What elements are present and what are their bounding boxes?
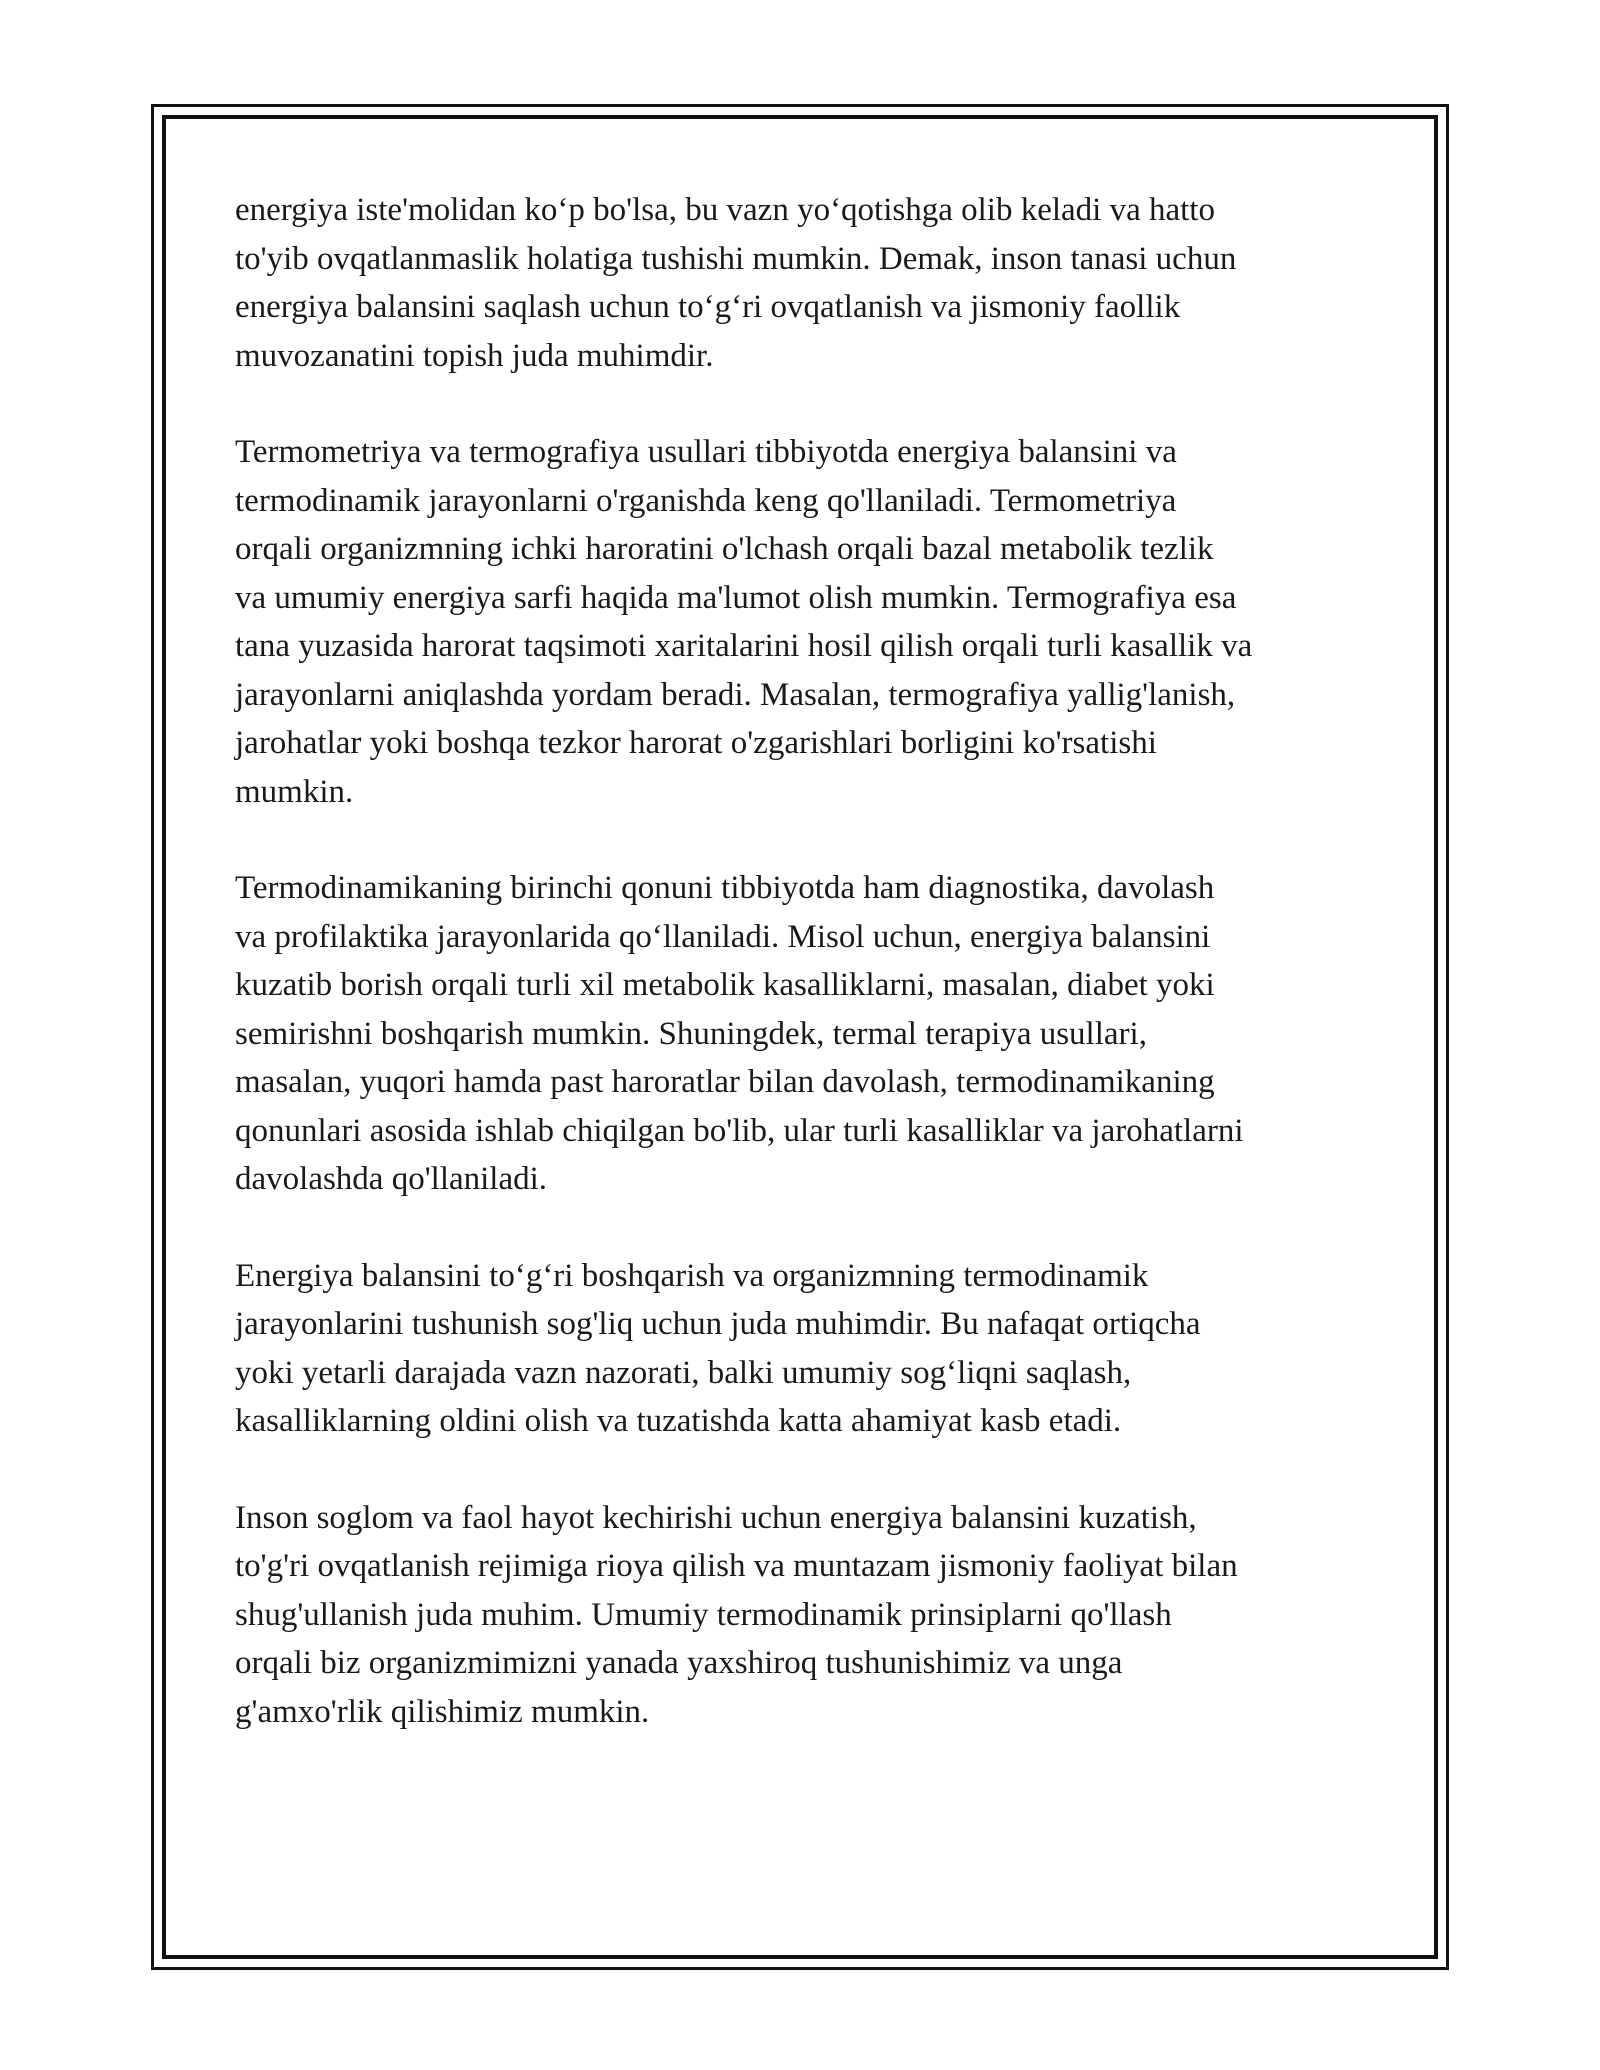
paragraph-energy-management: Energiya balansini to‘g‘ri boshqarish va organizmning termodinamik jarayonlarini tushunish sog'liq uchun juda muhimdir. Bu nafaqat ortiqcha yoki yetarli darajada vazn nazorati, balki umumiy sog‘liqni saqlash, kasalliklarning oldini olish va tuzatishda katta ahamiyat kasb etadi.: [235, 1257, 1201, 1439]
document-body: [235, 186, 1375, 1784]
paragraph-healthy-life: Inson soglom va faol hayot kechirishi uchun energiya balansini kuzatish, to'g'ri ovqatlanish rejimiga rioya qilish va muntazam jismoniy faoliyat bilan shug'ullanish juda muhim. Umumiy termodinamik prinsiplarni qo'llash orqali biz organizmimizni yanada yaxshiroq tushunishimiz va unga g'amxo'rlik qilishimiz mumkin.: [235, 1499, 1238, 1730]
paragraph-thermometry-thermography: Termometriya va termografiya usullari tibbiyotda energiya balansini va termodinamik jarayonlarni o'rganishda keng qo'llaniladi. Termometriya orqali organizmning ichki haroratini o'lchash orqali bazal metabolik tezlik va umumiy energiya sarfi haqida ma'lumot olish mumkin. Termografiya esa tana yuzasida harorat taqsimoti xaritalarini hosil qilish orqali turli kasallik va jarayonlarni aniqlashda yordam beradi. Masalan, termografiya yallig'lanish, jarohatlar yoki boshqa tezkor harorat o'zgarishlari borligini ko'rsatishi mumkin.: [235, 434, 1253, 810]
paragraph-energy-balance-loss: energiya iste'molidan ko‘p bo'lsa, bu vazn yo‘qotishga olib keladi va hatto to'yib ovqatlanmaslik holatiga tushishi mumkin. Demak, inson tanasi uchun energiya balansini saqlash uchun to‘g‘ri ovqatlanish va jismoniy faollik muvozanatini topish juda muhimdir.: [235, 192, 1237, 374]
paragraph-first-law-medicine: Termodinamikaning birinchi qonuni tibbiyotda ham diagnostika, davolash va profilaktika jarayonlarida qo‘llaniladi. Misol uchun, energiya balansini kuzatib borish orqali turli xil metabolik kasalliklarni, masalan, diabet yoki semirishni boshqarish mumkin. Shuningdek, termal terapiya usullari, masalan, yuqori hamda past haroratlar bilan davolash, termodinamikaning qonunlari asosida ishlab chiqilgan bo'lib, ular turli kasalliklar va jarohatlarni davolashda qo'llaniladi.: [235, 870, 1244, 1197]
